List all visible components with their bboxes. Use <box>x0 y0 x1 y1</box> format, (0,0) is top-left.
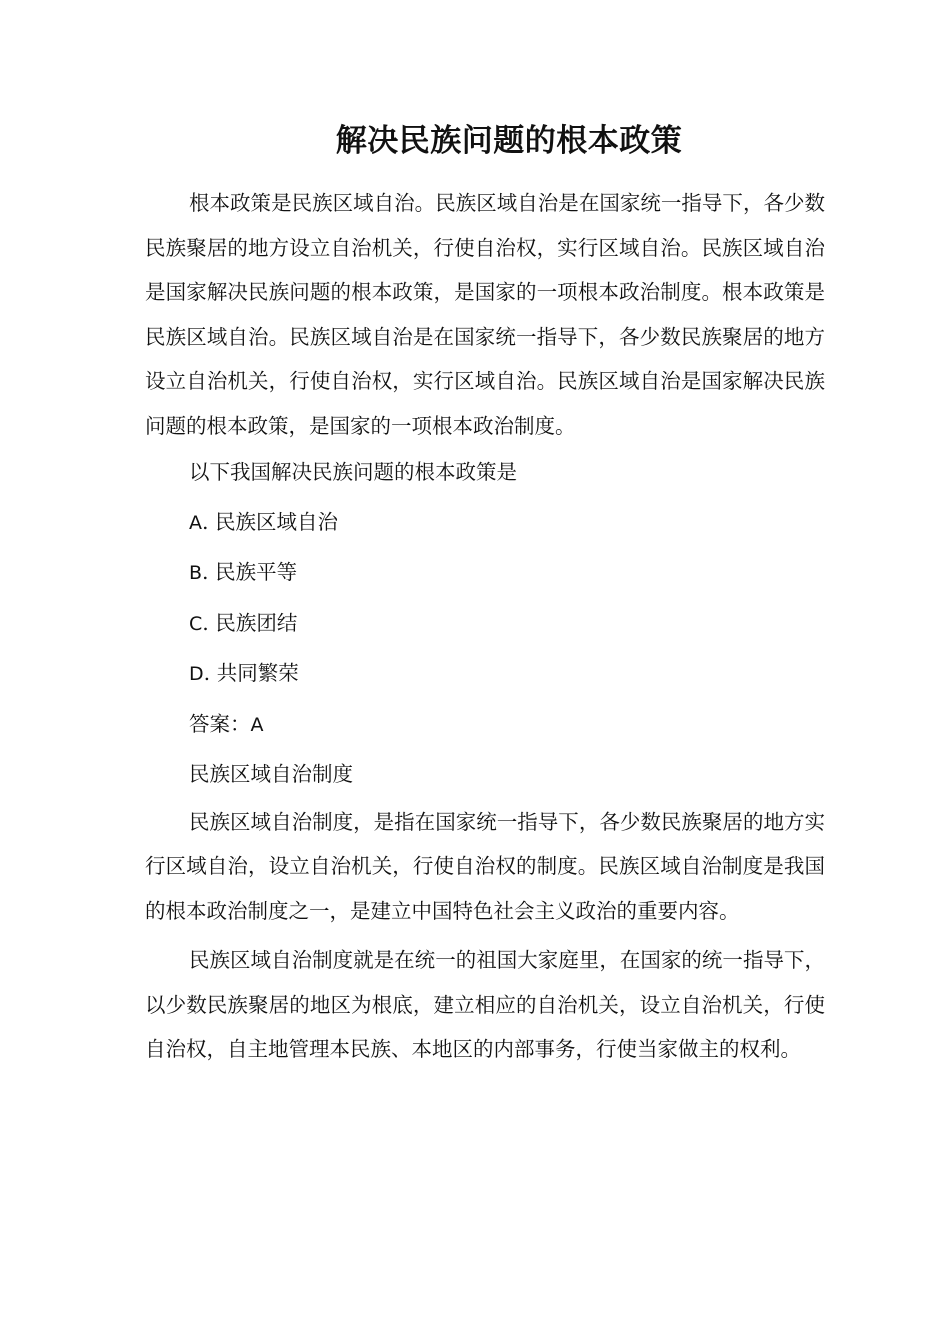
option-letter: B <box>189 562 203 584</box>
section-paragraph-1: 民族区域自治制度，是指在国家统一指导下，各少数民族聚居的地方实行区域自治，设立自治机关，行使自治权的制度。民族区域自治制度是我国的根本政治制度之一，是建立中国特色社会主义政治的重要内容。 <box>145 809 825 923</box>
option-letter: C <box>189 612 203 635</box>
option-a <box>145 498 825 549</box>
question-stem: 以下我国解决民族问题的根本政策是 <box>189 460 517 484</box>
option-separator: . <box>203 661 211 685</box>
option-c <box>145 599 825 650</box>
option-letter: D <box>189 663 204 685</box>
option-letter: A <box>189 511 202 534</box>
answer-label: 答案： <box>189 711 251 736</box>
option-text: 民族团结 <box>215 610 298 635</box>
document-title: 解决民族问题的根本政策 <box>335 123 683 159</box>
intro-paragraph: 根本政策是民族区域自治。民族区域自治是在国家统一指导下，各少数民族聚居的地方设立自治机关，行使自治权，实行区域自治。民族区域自治是国家解决民族问题的根本政策，是国家的一项根本政治制度。根本政策是民族区域自治。民族区域自治是在国家统一指导下，各少数民族聚居的地方设立自治机关，行使自治权，实行区域自治。民族区域自治是国家解决民族问题的根本政策，是国家的一项根本政治制度。 <box>145 191 825 438</box>
answer-line <box>145 700 825 751</box>
option-separator: . <box>202 560 209 584</box>
option-text: 民族平等 <box>215 560 298 584</box>
section-paragraph-2: 民族区域自治制度就是在统一的祖国大家庭里，在国家的统一指导下，以少数民族聚居的地区为根底，建立相应的自治机关，设立自治机关，行使自治权，自主地管理本民族、本地区的内部事务，行使当家做主的权利。 <box>145 948 825 1061</box>
option-text: 民族区域自治 <box>215 509 339 534</box>
option-separator: . <box>202 610 209 635</box>
option-text: 共同繁荣 <box>216 661 299 685</box>
option-d <box>145 649 825 700</box>
option-b <box>145 548 825 599</box>
answer-value: A <box>250 713 264 736</box>
document-body <box>145 181 825 1072</box>
option-separator: . <box>202 509 209 534</box>
section-heading: 民族区域自治制度 <box>189 762 353 786</box>
